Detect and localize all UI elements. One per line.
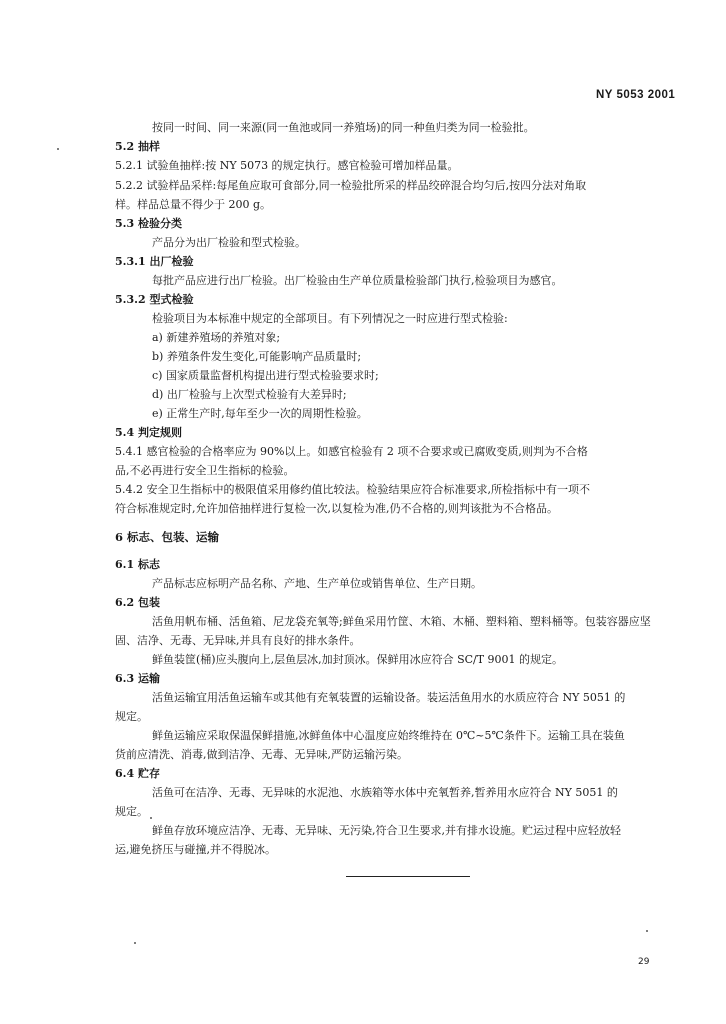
text-line: 鲜鱼运输应采取保温保鲜措施,冰鲜鱼体中心温度应始终维持在 0℃~5℃条件下。运输工具在装鱼 <box>152 729 625 742</box>
scan-speck <box>150 817 152 819</box>
section-heading: 5.4 判定规则 <box>115 426 182 439</box>
scan-speck <box>57 148 59 150</box>
section-heading: 6.1 标志 <box>115 558 160 571</box>
text-line: 活鱼用帆布桶、活鱼箱、尼龙袋充氧等;鲜鱼采用竹筐、木箱、木桶、塑料箱、塑料桶等。包装容器应坚 <box>152 615 651 628</box>
scan-speck <box>134 942 136 944</box>
text-line: 规定。 <box>115 710 148 723</box>
text-line: a) 新建养殖场的养殖对象; <box>152 331 281 344</box>
text-line: 5.4.1 感官检验的合格率应为 90%以上。如感官检验有 2 项不合要求或已腐败变质,则判为不合格 <box>115 445 588 458</box>
text-line: c) 国家质量监督机构提出进行型式检验要求时; <box>152 369 379 382</box>
text-line: b) 养殖条件发生变化,可能影响产品质量时; <box>152 350 362 363</box>
text-line: 品,不必再进行安全卫生指标的检验。 <box>115 464 295 477</box>
section-heading: 5.2 抽样 <box>115 140 160 153</box>
text-line: 运,避免挤压与碰撞,并不得脱冰。 <box>115 843 276 856</box>
text-line: d) 出厂检验与上次型式检验有大差异时; <box>152 388 347 401</box>
text-line: 活鱼运输宜用活鱼运输车或其他有充氧装置的运输设备。装运活鱼用水的水质应符合 NY 5051 的 <box>152 691 626 704</box>
text-line: e) 正常生产时,每年至少一次的周期性检验。 <box>152 407 368 420</box>
text-line: 5.2.1 试验鱼抽样:按 NY 5073 的规定执行。感官检验可增加样品量。 <box>115 159 459 172</box>
scan-speck <box>646 930 648 932</box>
section-heading: 6.3 运输 <box>115 672 160 685</box>
text-line: 每批产品应进行出厂检验。出厂检验由生产单位质量检验部门执行,检验项目为感官。 <box>152 274 563 287</box>
text-line: 鲜鱼装筐(桶)应头腹向上,层鱼层冰,加封顶冰。保鲜用冰应符合 SC/T 9001 的规定。 <box>152 653 564 666</box>
section-heading: 6.2 包装 <box>115 596 160 609</box>
text-line: 5.2.2 试验样品采样:每尾鱼应取可食部分,同一检验批所采的样品绞碎混合均匀后,按四分法对角取 <box>115 179 587 192</box>
text-line: 产品分为出厂检验和型式检验。 <box>152 236 306 249</box>
text-line: 产品标志应标明产品名称、产地、生产单位或销售单位、生产日期。 <box>152 577 482 590</box>
text-line: 样。样品总量不得少于 200 g。 <box>115 198 272 211</box>
end-divider <box>346 876 470 877</box>
section-heading: 5.3 检验分类 <box>115 217 182 230</box>
standard-code: NY 5053 2001 <box>596 89 676 101</box>
text-line: 固、洁净、无毒、无异味,并具有良好的排水条件。 <box>115 634 361 647</box>
text-line: 符合标准规定时,允许加倍抽样进行复检一次,以复检为准,仍不合格的,则判该批为不合格品。 <box>115 502 558 515</box>
section-heading: 6 标志、包装、运输 <box>115 530 220 544</box>
section-heading: 5.3.2 型式检验 <box>115 293 194 306</box>
text-line: 按同一时间、同一来源(同一鱼池或同一养殖场)的同一种鱼归类为同一检验批。 <box>152 121 535 134</box>
section-heading: 5.3.1 出厂检验 <box>115 255 194 268</box>
text-line: 规定。 <box>115 805 148 818</box>
text-line: 5.4.2 安全卫生指标中的极限值采用修约值比较法。检验结果应符合标准要求,所检指标中有一项不 <box>115 483 590 496</box>
page-number: 29 <box>638 957 650 967</box>
text-line: 活鱼可在洁净、无毒、无异味的水泥池、水族箱等水体中充氧暂养,暂养用水应符合 NY 5051 的 <box>152 786 618 799</box>
text-line: 货前应清洗、消毒,做到洁净、无毒、无异味,严防运输污染。 <box>115 748 408 761</box>
text-line: 检验项目为本标准中规定的全部项目。有下列情况之一时应进行型式检验: <box>152 312 508 325</box>
section-heading: 6.4 贮存 <box>115 767 160 780</box>
text-line: 鲜鱼存放环境应洁净、无毒、无异味、无污染,符合卫生要求,并有排水设施。贮运过程中应轻放轻 <box>152 824 621 837</box>
